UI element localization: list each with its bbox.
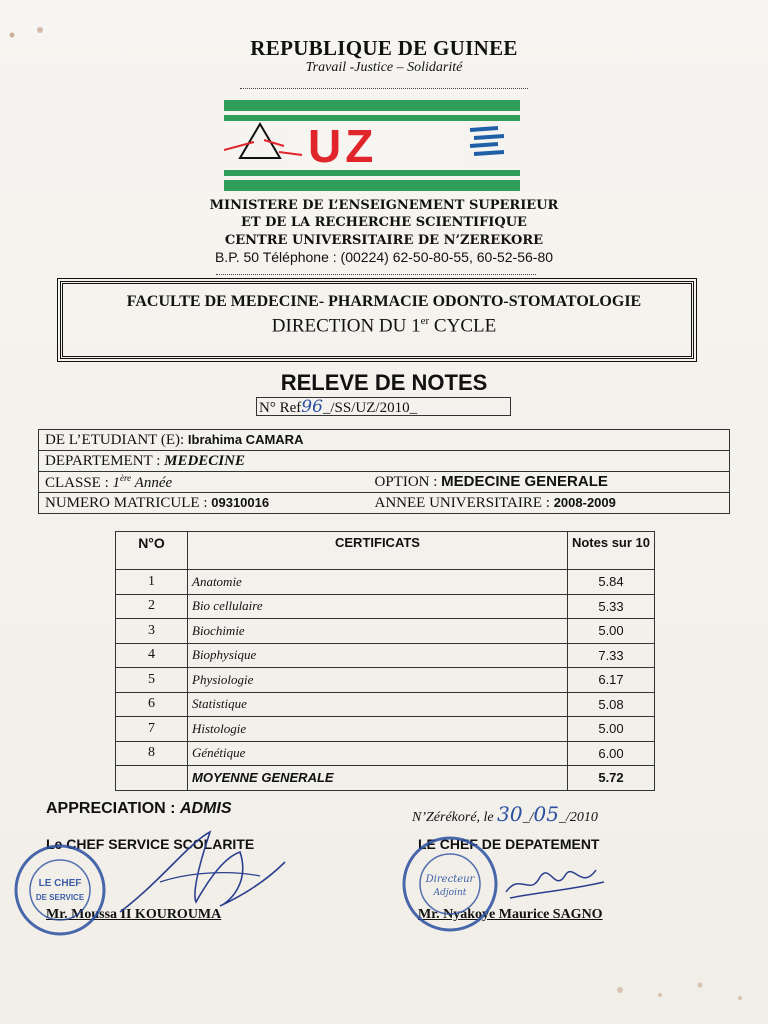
col-header-notes: Notes sur 10 bbox=[568, 532, 655, 570]
grade-note: 5.00 bbox=[568, 619, 655, 644]
motto: Travail -Justice – Solidarité bbox=[305, 60, 463, 75]
issue-date: N’Zérékoré, le 30_/05_/2010 bbox=[412, 802, 598, 826]
grade-row bbox=[116, 619, 655, 644]
grades-table bbox=[115, 531, 655, 791]
faculty-name: FACULTE DE MEDECINE- PHARMACIE ODONTO-STOMATOLOGIE bbox=[126, 293, 642, 310]
right-signature bbox=[500, 852, 610, 912]
svg-text:LE CHEF: LE CHEF bbox=[38, 878, 82, 889]
class-cell: CLASSE : 1ère Année bbox=[39, 472, 369, 493]
left-official-stamp bbox=[10, 840, 110, 940]
grade-row bbox=[116, 668, 655, 693]
appreciation: APPRECIATION : ADMIS bbox=[46, 800, 232, 817]
ministry-line-1: MINISTERE DE L’ENSEIGNEMENT SUPERIEUR bbox=[209, 198, 559, 213]
col-header-number: N°O bbox=[116, 532, 188, 570]
grade-certificate: Biochimie bbox=[188, 619, 568, 644]
university-logo bbox=[224, 100, 520, 192]
ministry-line-2: ET DE LA RECHERCHE SCIENTIFIQUE bbox=[241, 215, 527, 230]
divider-dotted-2 bbox=[216, 274, 536, 275]
grade-number: 1 bbox=[116, 570, 188, 595]
student-info-table bbox=[38, 429, 730, 514]
logo-text: UZ bbox=[308, 120, 378, 172]
grade-row bbox=[116, 594, 655, 619]
year-value: 2008-2009 bbox=[553, 494, 616, 510]
left-signatory-name: Mr. Moussa II KOUROUMA bbox=[46, 907, 222, 922]
grade-number: 5 bbox=[116, 668, 188, 693]
grade-certificate: Bio cellulaire bbox=[188, 594, 568, 619]
svg-text:Directeur: Directeur bbox=[425, 874, 475, 885]
option-value: MEDECINE GENERALE bbox=[441, 473, 608, 490]
grade-row bbox=[116, 717, 655, 742]
grade-row bbox=[116, 570, 655, 595]
grade-certificate: Génétique bbox=[188, 741, 568, 766]
grade-note: 6.00 bbox=[568, 741, 655, 766]
ministry-line-3: CENTRE UNIVERSITAIRE DE N’ZEREKORE bbox=[224, 233, 544, 248]
left-signature bbox=[100, 822, 290, 922]
grade-certificate: Physiologie bbox=[188, 668, 568, 693]
date-month: 05 bbox=[533, 802, 559, 826]
grade-number: 6 bbox=[116, 692, 188, 717]
grade-certificate: Histologie bbox=[188, 717, 568, 742]
right-signatory-name: Mr. Nyakoye Maurice SAGNO bbox=[418, 907, 603, 922]
svg-text:DE SERVICE: DE SERVICE bbox=[35, 893, 85, 902]
svg-text:Adjoint: Adjoint bbox=[433, 888, 467, 898]
grade-note: 5.08 bbox=[568, 692, 655, 717]
year-cell: ANNEE UNIVERSITAIRE : 2008-2009 bbox=[369, 493, 730, 514]
grade-row bbox=[116, 643, 655, 668]
option-cell: OPTION : MEDECINE GENERALE bbox=[369, 472, 730, 493]
handwritten-ref: 96 bbox=[301, 397, 323, 417]
appreciation-value: ADMIS bbox=[179, 800, 232, 817]
document-title: RELEVE DE NOTES bbox=[280, 370, 488, 395]
grade-certificate: Anatomie bbox=[188, 570, 568, 595]
grade-note: 5.00 bbox=[568, 717, 655, 742]
grade-row bbox=[116, 692, 655, 717]
department-row: DEPARTEMENT : MEDECINE bbox=[39, 451, 730, 472]
grade-number: 7 bbox=[116, 717, 188, 742]
grade-number: 8 bbox=[116, 741, 188, 766]
grade-note: 7.33 bbox=[568, 643, 655, 668]
matricule-value: 09310016 bbox=[211, 494, 270, 510]
grade-note: 6.17 bbox=[568, 668, 655, 693]
average-value: 5.72 bbox=[568, 766, 655, 791]
department-value: MEDECINE bbox=[164, 452, 245, 469]
right-signatory-title: LE CHEF DE DEPATEMENT bbox=[418, 836, 600, 852]
average-row bbox=[116, 766, 655, 791]
date-day: 30 bbox=[497, 802, 523, 826]
average-label: MOYENNE GENERALE bbox=[188, 766, 568, 791]
left-signatory-title: Le CHEF SERVICE SCOLARITE bbox=[46, 836, 255, 852]
country-heading: REPUBLIQUE DE GUINEE bbox=[250, 36, 518, 60]
grade-note: 5.33 bbox=[568, 594, 655, 619]
right-official-stamp bbox=[398, 834, 502, 934]
grade-row bbox=[116, 741, 655, 766]
student-name-row: DE L’ETUDIANT (E): Ibrahima CAMARA bbox=[39, 430, 730, 451]
contact-line: B.P. 50 Téléphone : (00224) 62-50-80-55, 60-52-56-80 bbox=[214, 249, 554, 265]
matricule-cell: NUMERO MATRICULE : 09310016 bbox=[39, 493, 369, 514]
direction-line: DIRECTION DU 1er CYCLE bbox=[271, 315, 497, 337]
col-header-certificates: CERTIFICATS bbox=[188, 532, 568, 570]
divider-dotted bbox=[240, 88, 528, 89]
grade-note: 5.84 bbox=[568, 570, 655, 595]
grade-number: 2 bbox=[116, 594, 188, 619]
grade-certificate: Statistique bbox=[188, 692, 568, 717]
grade-certificate: Biophysique bbox=[188, 643, 568, 668]
student-name: Ibrahima CAMARA bbox=[187, 431, 304, 447]
grade-number: 4 bbox=[116, 643, 188, 668]
grade-number: 3 bbox=[116, 619, 188, 644]
reference-number: N° Ref96_/SS/UZ/2010_ bbox=[256, 397, 511, 416]
